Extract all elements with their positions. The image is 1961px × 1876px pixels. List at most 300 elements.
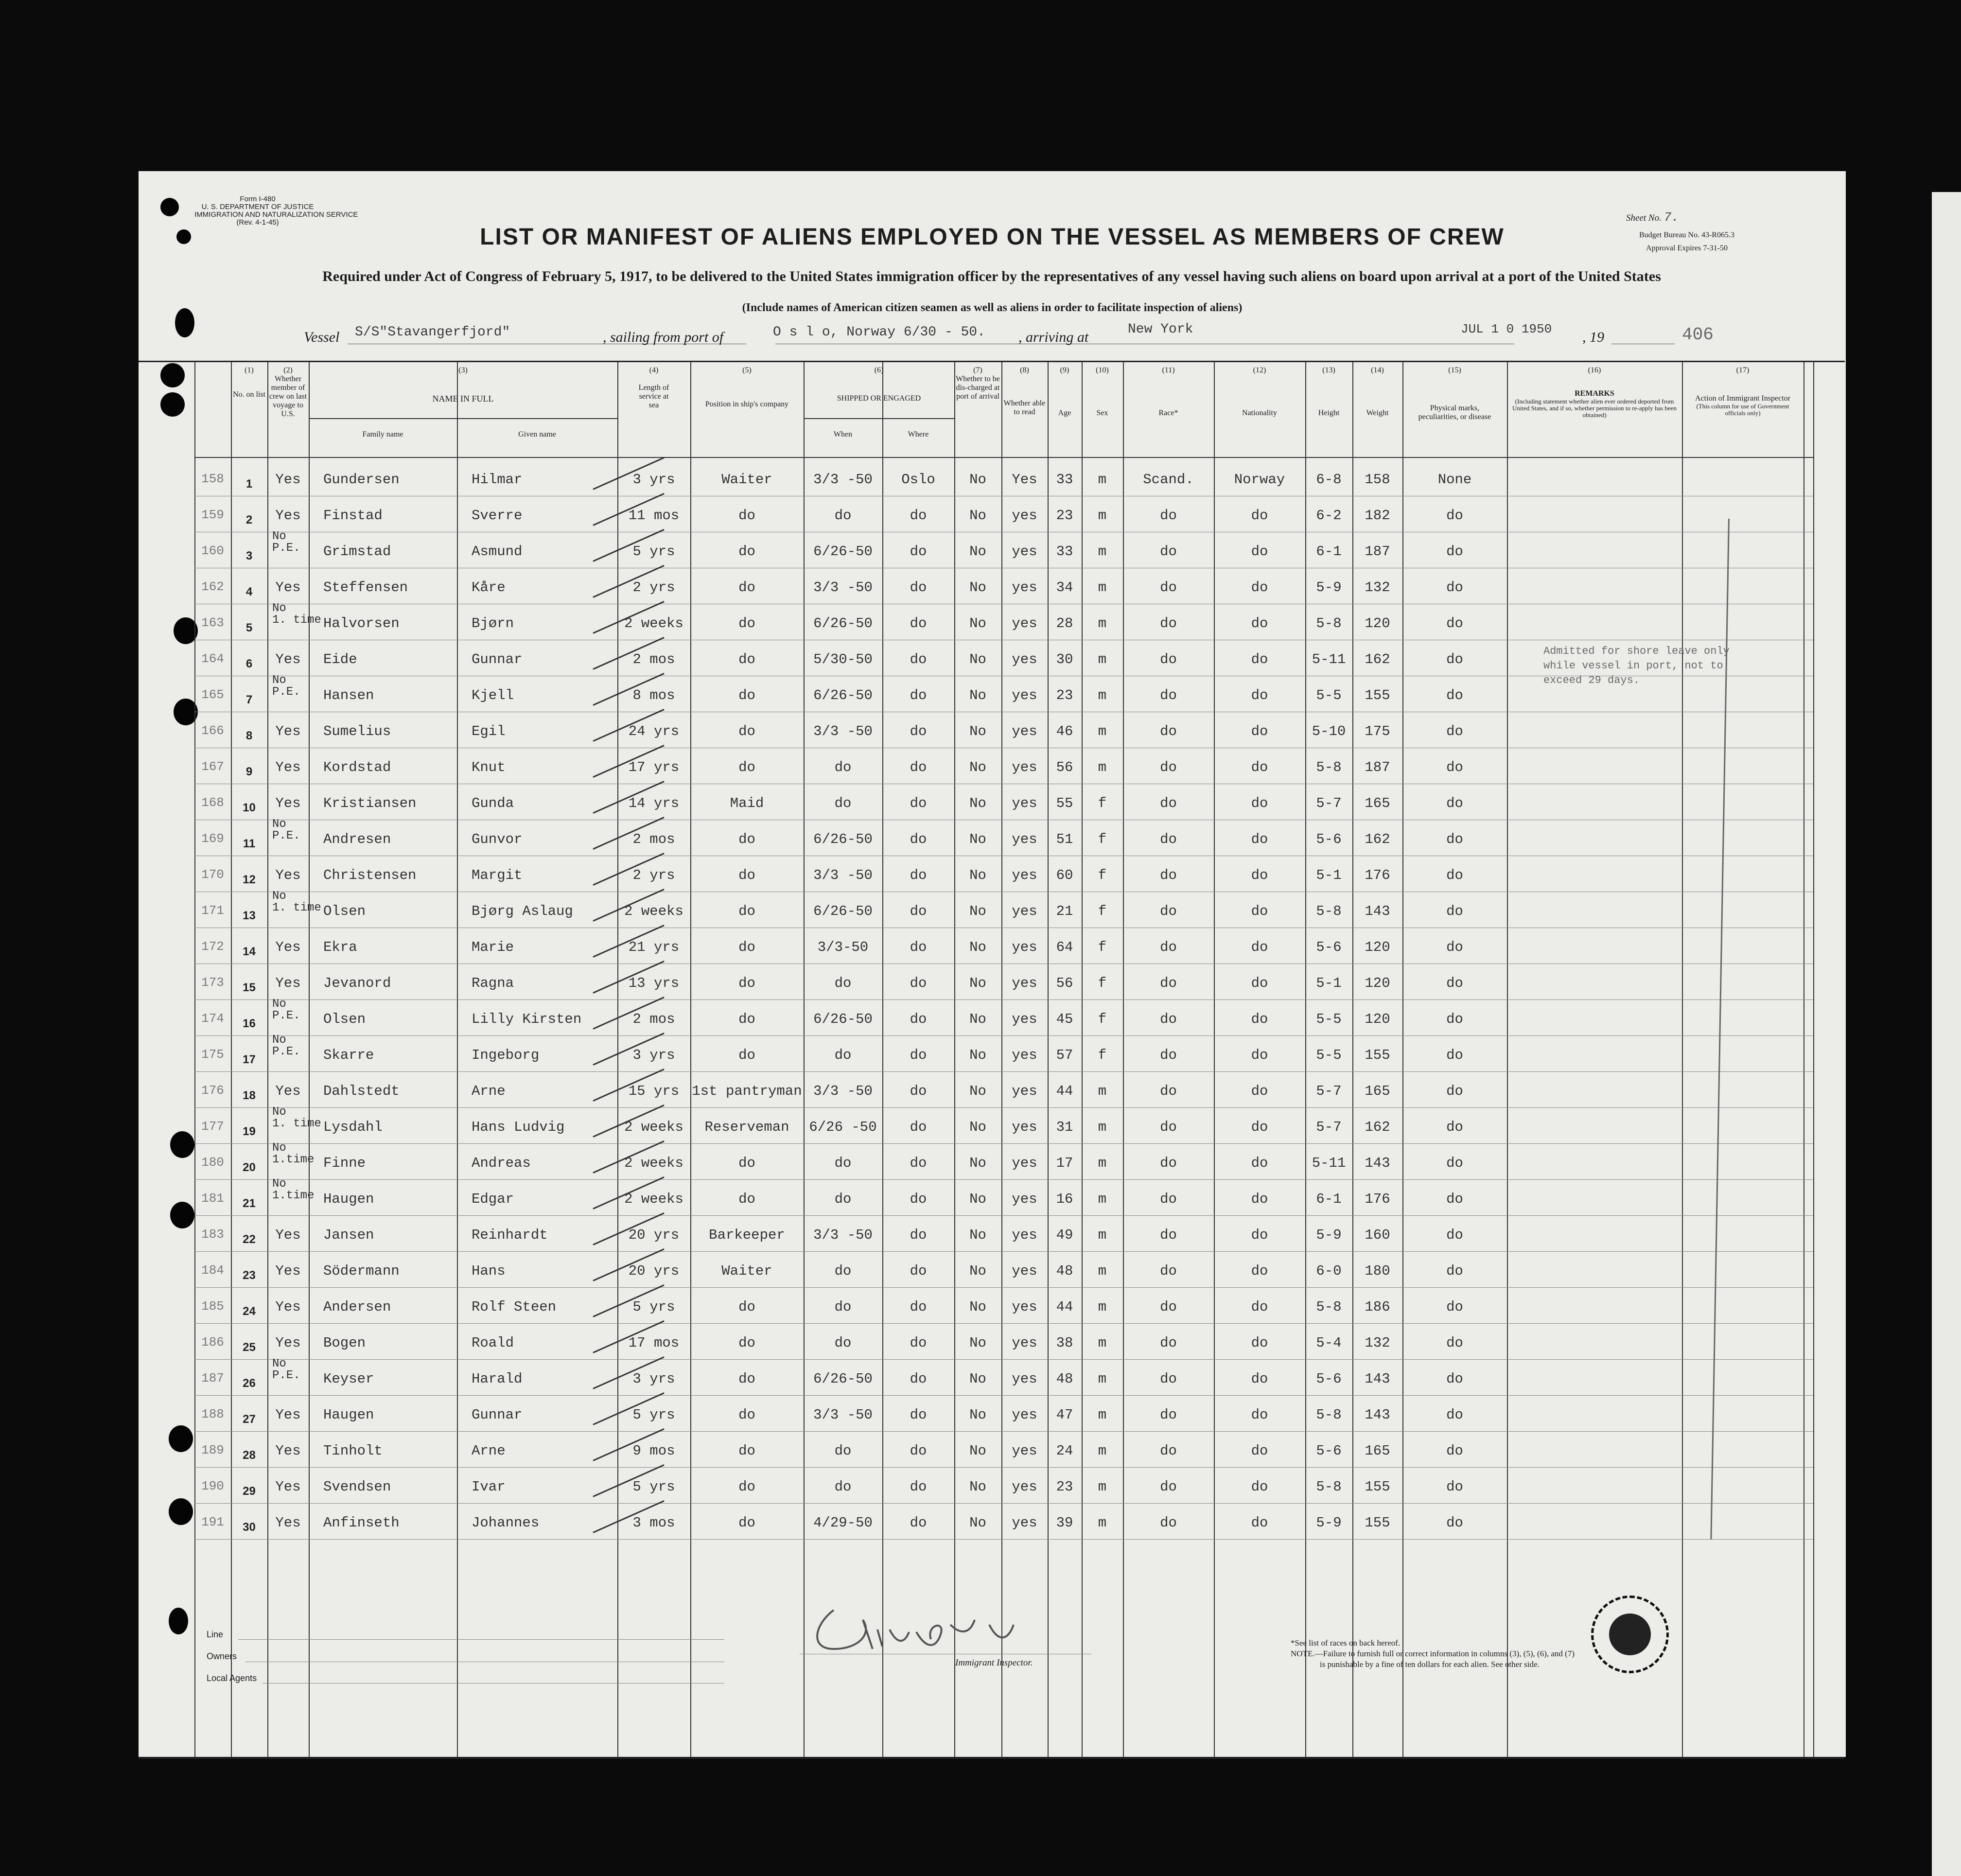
cell-m: 184 xyxy=(201,1263,224,1278)
cell-no: 2 xyxy=(245,513,253,526)
cell-prev: Yes xyxy=(275,1227,301,1243)
cell-when: 3/3 -50 xyxy=(813,867,873,883)
cell-wt: 187 xyxy=(1365,544,1390,560)
cell-marks: do xyxy=(1446,544,1463,560)
cell-marks: do xyxy=(1446,903,1463,919)
cell-sex: f xyxy=(1098,795,1107,811)
cell-ht: 5-1 xyxy=(1316,867,1342,883)
row-rule xyxy=(194,1251,1813,1252)
cell-where: do xyxy=(910,939,927,955)
cell-family: Gundersen xyxy=(323,472,400,488)
cell-prev: Yes xyxy=(275,472,301,488)
cell-service: 2 yrs xyxy=(632,867,675,883)
cell-ht: 5-1 xyxy=(1316,975,1342,991)
cell-m: 170 xyxy=(201,867,224,882)
cell-read: yes xyxy=(1012,1191,1037,1207)
row-rule xyxy=(194,1539,1813,1540)
cell-service: 21 yrs xyxy=(628,939,680,955)
sheet-number xyxy=(1626,210,1679,225)
cell-service: 24 yrs xyxy=(628,723,680,739)
year-label: , 19 xyxy=(1582,329,1604,345)
cell-where: do xyxy=(910,831,927,847)
cell-service: 2 mos xyxy=(632,831,675,847)
cell-race: do xyxy=(1160,795,1177,811)
cell-marks: do xyxy=(1446,1407,1463,1423)
cell-race: do xyxy=(1160,1227,1177,1243)
cell-age: 60 xyxy=(1056,867,1073,883)
arrival-date-stamp: JUL 1 0 1950 xyxy=(1461,322,1552,336)
cell-age: 64 xyxy=(1056,939,1073,955)
cell-nat: do xyxy=(1251,831,1268,847)
cell-age: 28 xyxy=(1056,615,1073,631)
cell-prev: Yes xyxy=(275,1443,301,1459)
cell-wt: 160 xyxy=(1365,1227,1390,1243)
cell-when: do xyxy=(834,1443,852,1459)
cell-family: Steffensen xyxy=(323,579,408,596)
cell-sex: m xyxy=(1098,759,1107,775)
cell-m: 177 xyxy=(201,1119,224,1134)
cell-age: 17 xyxy=(1056,1155,1073,1171)
cell-prev: Yes xyxy=(275,1299,301,1315)
cell-where: do xyxy=(910,759,927,775)
cell-wt: 158 xyxy=(1365,472,1390,488)
cell-no: 27 xyxy=(243,1413,256,1426)
col-age: Age xyxy=(1058,409,1071,417)
cell-wt: 187 xyxy=(1365,759,1390,775)
vessel-label: Vessel xyxy=(304,329,340,345)
owners-label: Owners xyxy=(207,1651,237,1661)
cell-given: Hilmar xyxy=(472,472,523,488)
cell-no: 20 xyxy=(243,1161,256,1174)
cell-m: 191 xyxy=(201,1515,224,1529)
cell-position: do xyxy=(738,1407,755,1423)
cell-family: Haugen xyxy=(323,1191,374,1207)
cell-no: 22 xyxy=(243,1233,256,1246)
cell-read: yes xyxy=(1012,544,1037,560)
cell-disch: No xyxy=(969,795,986,811)
cell-wt: 143 xyxy=(1365,1407,1390,1423)
cell-m: 183 xyxy=(201,1227,224,1242)
cell-wt: 165 xyxy=(1365,1083,1390,1099)
subtitle: Required under Act of Congress of February 5, 1917, to be delivered to the United States immigration officer by the representatives of any vessel having such aliens on board upon arrival at a port of the United States xyxy=(322,268,1661,284)
cell-wt: 120 xyxy=(1365,615,1390,631)
cell-position: do xyxy=(738,1479,755,1495)
cell-read: yes xyxy=(1012,615,1037,631)
cell-service: 2 weeks xyxy=(624,615,683,631)
cell-disch: No xyxy=(969,939,986,955)
cell-prev: No 1. time xyxy=(272,890,321,914)
col6-number: (6) xyxy=(874,366,884,374)
cell-sex: m xyxy=(1098,1371,1107,1387)
cell-sex: f xyxy=(1098,975,1107,991)
cell-ht: 5-6 xyxy=(1316,939,1342,955)
cell-marks: do xyxy=(1446,1479,1463,1495)
cell-given: Gunnar xyxy=(472,651,523,667)
cell-wt: 165 xyxy=(1365,1443,1390,1459)
cell-position: do xyxy=(738,1047,755,1063)
cell-nat: do xyxy=(1251,508,1268,524)
cell-family: Södermann xyxy=(323,1263,400,1279)
cell-given: Gunnar xyxy=(472,1407,523,1423)
cell-service: 3 mos xyxy=(632,1515,675,1531)
cell-position: do xyxy=(738,903,755,919)
col9-number: (9) xyxy=(1060,366,1069,374)
cell-sex: m xyxy=(1098,1407,1107,1423)
sailing-label: , sailing from port of xyxy=(603,329,724,345)
cell-position: Maid xyxy=(730,795,764,811)
cell-given: Gunda xyxy=(472,795,514,811)
cell-position: do xyxy=(738,1191,755,1207)
cell-marks: do xyxy=(1446,687,1463,703)
agents-label: Local Agents xyxy=(207,1673,257,1683)
official-seal-stamp xyxy=(1591,1595,1669,1673)
cell-nat: do xyxy=(1251,1011,1268,1027)
cell-given: Johannes xyxy=(472,1515,540,1531)
col-prev-voyage: Whether member of crew on last voyage to U.S. xyxy=(269,375,307,418)
cell-no: 17 xyxy=(243,1053,256,1066)
cell-race: do xyxy=(1160,651,1177,667)
cell-service: 5 yrs xyxy=(632,1479,675,1495)
cell-no: 8 xyxy=(245,729,253,742)
cell-service: 2 weeks xyxy=(624,1191,683,1207)
cell-prev: No P.E. xyxy=(272,998,300,1022)
cell-no: 16 xyxy=(243,1017,256,1030)
cell-service: 3 yrs xyxy=(632,1371,675,1387)
cell-read: yes xyxy=(1012,723,1037,739)
cell-service: 5 yrs xyxy=(632,544,675,560)
footnote-races: *See list of races on back hereof. xyxy=(1291,1638,1401,1648)
cell-disch: No xyxy=(969,1083,986,1099)
cell-no: 15 xyxy=(243,981,256,994)
cell-when: 6/26-50 xyxy=(813,544,873,560)
cell-no: 23 xyxy=(243,1269,256,1282)
cell-wt: 165 xyxy=(1365,795,1390,811)
page-title: LIST OR MANIFEST OF ALIENS EMPLOYED ON THE VESSEL AS MEMBERS OF CREW xyxy=(480,224,1505,250)
cell-sex: m xyxy=(1098,472,1107,488)
cell-nat: do xyxy=(1251,1371,1268,1387)
row-rule xyxy=(194,1431,1813,1432)
cell-m: 189 xyxy=(201,1443,224,1457)
cell-read: yes xyxy=(1012,1083,1037,1099)
cell-sex: m xyxy=(1098,651,1107,667)
inspector-label: Immigrant Inspector. xyxy=(955,1658,1033,1668)
col-name-in-full: NAME IN FULL xyxy=(432,394,494,403)
cell-prev: No P.E. xyxy=(272,530,300,555)
cell-family: Kordstad xyxy=(323,759,391,775)
cell-when: do xyxy=(834,975,852,991)
col11-number: (11) xyxy=(1162,366,1175,374)
cell-m: 173 xyxy=(201,975,224,990)
cell-prev: Yes xyxy=(275,1407,301,1423)
adjacent-page-edge xyxy=(1932,192,1961,1876)
cell-given: Ivar xyxy=(472,1479,506,1495)
cell-m: 162 xyxy=(201,579,224,594)
cell-sex: m xyxy=(1098,1227,1107,1243)
cell-sex: m xyxy=(1098,508,1107,524)
budget-info xyxy=(1616,228,1757,255)
cell-disch: No xyxy=(969,723,986,739)
cell-no: 7 xyxy=(245,693,253,706)
cell-nat: do xyxy=(1251,867,1268,883)
cell-given: Gunvor xyxy=(472,831,523,847)
cell-when: 6/26-50 xyxy=(813,831,873,847)
cell-service: 2 weeks xyxy=(624,1119,683,1135)
cell-sex: m xyxy=(1098,1155,1107,1171)
cell-no: 10 xyxy=(243,801,256,814)
cell-ht: 5-7 xyxy=(1316,1119,1342,1135)
cell-given: Asmund xyxy=(472,544,523,560)
cell-race: Scand. xyxy=(1143,472,1194,488)
cell-race: do xyxy=(1160,1011,1177,1027)
col-shipped-or-engaged: SHIPPED OR ENGAGED xyxy=(837,394,921,403)
col-weight: Weight xyxy=(1366,409,1389,417)
col-inspector-note: (This column for use of Government officials only) xyxy=(1696,403,1789,417)
cell-prev: No 1. time xyxy=(272,602,321,627)
cell-sex: f xyxy=(1098,939,1107,955)
col2-number: (2) xyxy=(283,366,293,374)
cell-position: do xyxy=(738,939,755,955)
cell-ht: 6-1 xyxy=(1316,1191,1342,1207)
cell-prev: No P.E. xyxy=(272,818,300,842)
cell-race: do xyxy=(1160,1119,1177,1135)
cell-marks: do xyxy=(1446,1335,1463,1351)
cell-ht: 5-7 xyxy=(1316,1083,1342,1099)
cell-m: 163 xyxy=(201,615,224,630)
cell-no: 24 xyxy=(243,1305,256,1318)
cell-given: Margit xyxy=(472,867,523,883)
cell-family: Jevanord xyxy=(323,975,391,991)
col-given-name: Given name xyxy=(518,430,556,438)
cell-where: do xyxy=(910,508,927,524)
cell-position: do xyxy=(738,1155,755,1171)
cell-disch: No xyxy=(969,544,986,560)
cell-given: Lilly Kirsten xyxy=(472,1011,582,1027)
cell-nat: Norway xyxy=(1234,472,1285,488)
cell-read: yes xyxy=(1012,1299,1037,1315)
cell-m: 169 xyxy=(201,831,224,846)
cell-sex: f xyxy=(1098,867,1107,883)
cell-family: Svendsen xyxy=(323,1479,391,1495)
cell-nat: do xyxy=(1251,1335,1268,1351)
cell-wt: 143 xyxy=(1365,903,1390,919)
cell-sex: m xyxy=(1098,1299,1107,1315)
cell-where: do xyxy=(910,1371,927,1387)
cell-given: Sverre xyxy=(472,508,523,524)
cell-where: do xyxy=(910,867,927,883)
col-race: Race* xyxy=(1158,409,1178,417)
cell-no: 3 xyxy=(245,549,253,562)
cell-read: yes xyxy=(1012,1155,1037,1171)
cell-when: do xyxy=(834,1479,852,1495)
cell-family: Dahlstedt xyxy=(323,1083,400,1099)
cell-position: Barkeeper xyxy=(709,1227,785,1243)
cell-position: do xyxy=(738,651,755,667)
cell-sex: m xyxy=(1098,544,1107,560)
cell-position: do xyxy=(738,1515,755,1531)
line-label: Line xyxy=(207,1630,224,1639)
cell-prev: No P.E. xyxy=(272,1034,300,1058)
cell-m: 176 xyxy=(201,1083,224,1098)
col14-number: (14) xyxy=(1371,366,1384,374)
row-rule xyxy=(194,1143,1813,1144)
cell-family: Eide xyxy=(323,651,357,667)
cell-race: do xyxy=(1160,1479,1177,1495)
cell-no: 14 xyxy=(243,945,256,958)
cell-read: yes xyxy=(1012,651,1037,667)
cell-position: do xyxy=(738,615,755,631)
manifest-sheet xyxy=(139,171,1846,1757)
cell-where: do xyxy=(910,1479,927,1495)
cell-family: Finstad xyxy=(323,508,383,524)
cell-wt: 155 xyxy=(1365,687,1390,703)
col7-number: (7) xyxy=(973,366,982,374)
cell-age: 44 xyxy=(1056,1299,1073,1315)
cell-when: 3/3 -50 xyxy=(813,1407,873,1423)
cell-disch: No xyxy=(969,472,986,488)
budget-number: Budget Bureau No. 43-R065.3 xyxy=(1639,231,1734,239)
cell-given: Rolf Steen xyxy=(472,1299,557,1315)
cell-nat: do xyxy=(1251,759,1268,775)
cell-position: do xyxy=(738,867,755,883)
cell-prev: No 1.time xyxy=(272,1141,315,1166)
cell-ht: 5-8 xyxy=(1316,759,1342,775)
cell-wt: 186 xyxy=(1365,1299,1390,1315)
cell-prev: No 1.time xyxy=(272,1177,315,1202)
cell-no: 5 xyxy=(245,621,253,634)
cell-wt: 120 xyxy=(1365,939,1390,955)
cell-nat: do xyxy=(1251,1083,1268,1099)
cell-service: 14 yrs xyxy=(628,795,680,811)
cell-marks: None xyxy=(1437,472,1472,488)
cell-when: 5/30-50 xyxy=(813,651,873,667)
cell-read: yes xyxy=(1012,1011,1037,1027)
cell-age: 16 xyxy=(1056,1191,1073,1207)
cell-marks: do xyxy=(1446,1047,1463,1063)
footnote-penalty: NOTE.—Failure to furnish full or correct information in columns (3), (5), (6), and (7) xyxy=(1291,1649,1575,1658)
cell-family: Skarre xyxy=(323,1047,374,1063)
row-rule xyxy=(194,1395,1813,1396)
footnote-penalty-cont: is punishable by a fine of ten dollars for each alien. See other side. xyxy=(1320,1660,1540,1669)
cell-family: Halvorsen xyxy=(323,615,400,631)
cell-when: 6/26-50 xyxy=(813,615,873,631)
cell-prev: No 1. time xyxy=(272,1105,321,1130)
cell-given: Arne xyxy=(472,1443,506,1459)
cell-no: 13 xyxy=(243,909,256,922)
cell-race: do xyxy=(1160,939,1177,955)
cell-wt: 176 xyxy=(1365,867,1390,883)
cell-when: 3/3-50 xyxy=(817,939,869,955)
cell-service: 3 yrs xyxy=(632,472,675,488)
cell-where: do xyxy=(910,1335,927,1351)
cell-nat: do xyxy=(1251,1299,1268,1315)
cell-race: do xyxy=(1160,1299,1177,1315)
col-length-of-service: Length of service at sea xyxy=(638,384,669,409)
cell-no: 6 xyxy=(245,657,253,670)
cell-read: yes xyxy=(1012,1047,1037,1063)
cell-no: 21 xyxy=(243,1197,256,1210)
cell-marks: do xyxy=(1446,975,1463,991)
cell-wt: 176 xyxy=(1365,1191,1390,1207)
cell-given: Kjell xyxy=(472,687,514,703)
folio-number: 406 xyxy=(1682,325,1714,345)
cell-family: Lysdahl xyxy=(323,1119,383,1135)
cell-age: 48 xyxy=(1056,1263,1073,1279)
cell-age: 44 xyxy=(1056,1083,1073,1099)
cell-wt: 175 xyxy=(1365,723,1390,739)
cell-m: 159 xyxy=(201,508,224,522)
cell-read: yes xyxy=(1012,1263,1037,1279)
cell-family: Andersen xyxy=(323,1299,391,1315)
cell-m: 158 xyxy=(201,472,224,486)
form-header xyxy=(194,195,358,227)
form-number: Form I-480 xyxy=(240,195,276,203)
cell-marks: do xyxy=(1446,723,1463,739)
cell-age: 38 xyxy=(1056,1335,1073,1351)
cell-position: do xyxy=(738,1011,755,1027)
cell-family: Olsen xyxy=(323,903,366,919)
cell-wt: 162 xyxy=(1365,1119,1390,1135)
cell-where: do xyxy=(910,1083,927,1099)
cell-read: yes xyxy=(1012,1335,1037,1351)
cell-age: 46 xyxy=(1056,723,1073,739)
cell-no: 30 xyxy=(243,1521,256,1534)
cell-prev: Yes xyxy=(275,867,301,883)
cell-marks: do xyxy=(1446,651,1463,667)
cell-wt: 155 xyxy=(1365,1515,1390,1531)
arriving-label: , arriving at xyxy=(1018,329,1089,345)
col-physical-marks: Physical marks, peculiarities, or disease xyxy=(1418,404,1491,421)
cell-given: Bjørg Aslaug xyxy=(472,903,573,919)
footnotes xyxy=(1291,1638,1575,1670)
cell-family: Grimstad xyxy=(323,544,391,560)
cell-m: 187 xyxy=(201,1371,224,1385)
cell-when: 3/3 -50 xyxy=(813,472,873,488)
cell-when: 6/26-50 xyxy=(813,687,873,703)
cell-disch: No xyxy=(969,1299,986,1315)
col-remarks-note: (Including statement whether alien ever ordered deported from United States, and if so, whether permission to re-apply has been obtained) xyxy=(1512,398,1677,419)
cell-ht: 5-11 xyxy=(1312,651,1346,667)
cell-no: 12 xyxy=(243,873,256,886)
cell-disch: No xyxy=(969,1407,986,1423)
cell-disch: No xyxy=(969,651,986,667)
vessel-name: S/S"Stavangerfjord" xyxy=(355,325,510,340)
cell-read: yes xyxy=(1012,1407,1037,1423)
cell-read: yes xyxy=(1012,1479,1037,1495)
cell-race: do xyxy=(1160,579,1177,596)
col3-number: (3) xyxy=(458,366,468,374)
cell-ht: 5-5 xyxy=(1316,1047,1342,1063)
cell-family: Ekra xyxy=(323,939,357,955)
cell-age: 34 xyxy=(1056,579,1073,596)
row-rule xyxy=(194,1287,1813,1288)
cell-service: 15 yrs xyxy=(628,1083,680,1099)
cell-service: 2 yrs xyxy=(632,579,675,596)
cell-wt: 132 xyxy=(1365,1335,1390,1351)
service: IMMIGRATION AND NATURALIZATION SERVICE xyxy=(194,210,358,219)
cell-age: 24 xyxy=(1056,1443,1073,1459)
cell-marks: do xyxy=(1446,1227,1463,1243)
cell-marks: do xyxy=(1446,795,1463,811)
cell-age: 55 xyxy=(1056,795,1073,811)
cell-no: 29 xyxy=(243,1485,256,1498)
cell-read: yes xyxy=(1012,687,1037,703)
cell-wt: 155 xyxy=(1365,1479,1390,1495)
cell-marks: do xyxy=(1446,1263,1463,1279)
cell-disch: No xyxy=(969,1011,986,1027)
cell-read: yes xyxy=(1012,831,1037,847)
cell-when: do xyxy=(834,1299,852,1315)
cell-m: 164 xyxy=(201,651,224,666)
